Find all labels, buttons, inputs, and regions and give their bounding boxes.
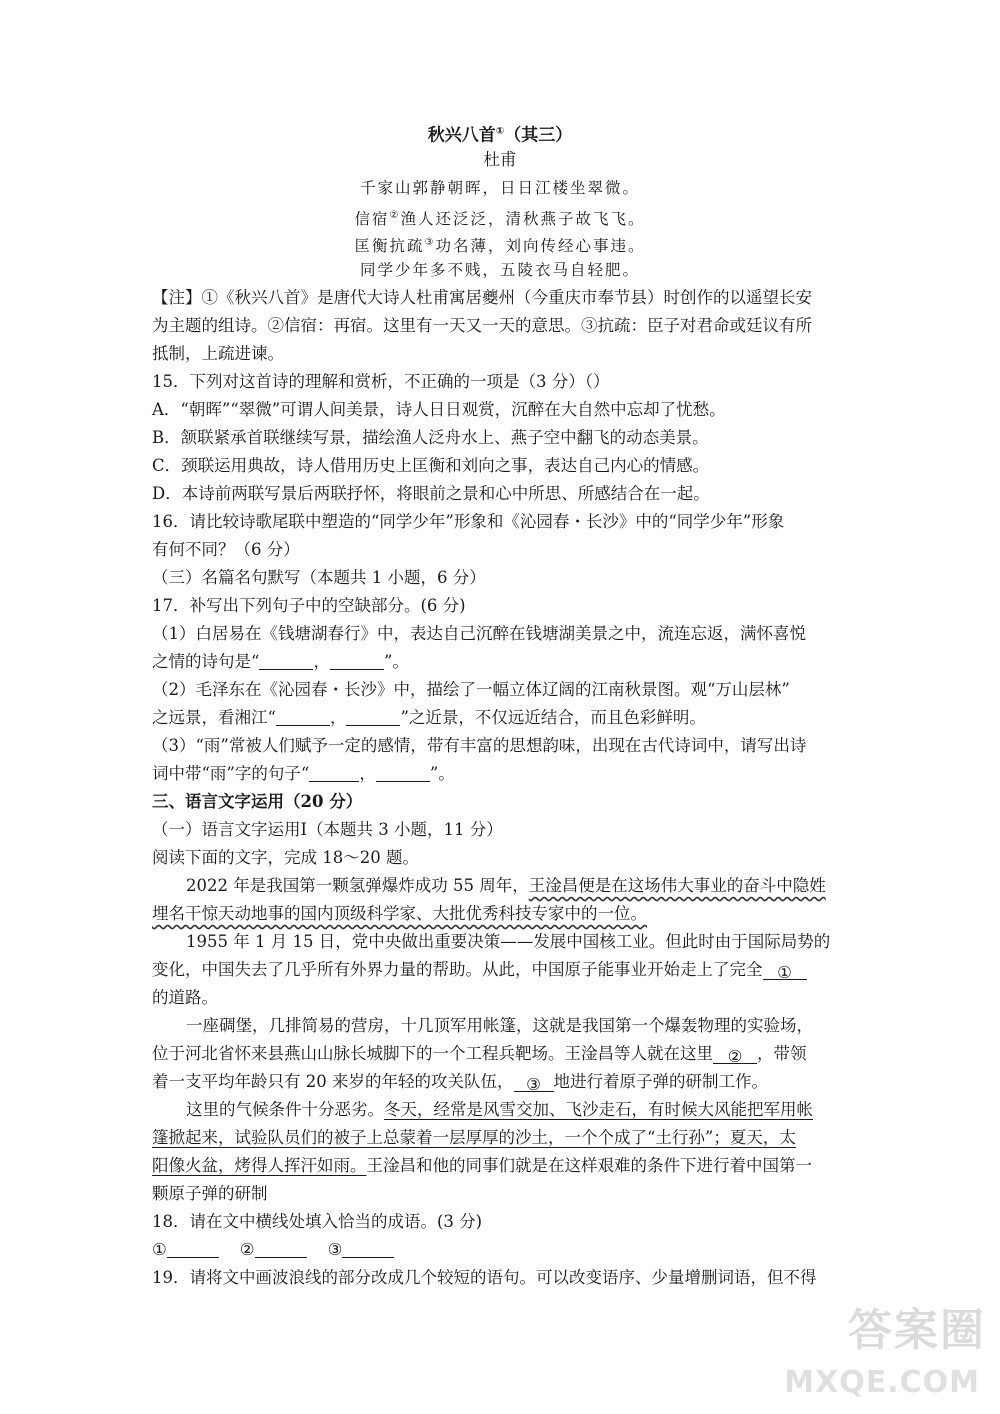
passage-blank-2[interactable] — [713, 1045, 757, 1064]
answer-blank[interactable] — [167, 1239, 219, 1258]
q17-part2-line2 — [152, 706, 706, 730]
poem-line-2-note: ② — [389, 210, 401, 221]
passage-p2-a: 变化，中国失去了几乎所有外界力量的帮助。从此，中国原子能事业开始走上了完全 — [152, 960, 763, 979]
passage-blank-1[interactable] — [763, 961, 807, 980]
answer-blank[interactable] — [276, 707, 330, 726]
q17-part1-sep: ， — [313, 652, 330, 671]
watermark-logo — [786, 1294, 986, 1404]
passage-p3-a: 位于河北省怀来县燕山山脉长城脚下的一个工程兵靶场。王淦昌等人就在这里 — [152, 1044, 713, 1063]
q17-part3-prefix: 词中带“雨”字的句子“ — [152, 764, 310, 783]
passage-p4-line3 — [152, 1154, 812, 1178]
passage-p3-line1: 一座碉堡，几排简易的营房，十几顶军用帐篷，这就是我国第一个爆轰物理的实验场， — [186, 1016, 813, 1035]
q15-option-a: A．“朝晖”“翠微”可谓人间美景，诗人日日观赏，沉醉在大自然中忘却了忧愁。 — [152, 400, 726, 419]
q17-part1-line1: （1）白居易在《钱塘湖春行》中，表达自己沉醉在钱塘湖美景之中，流连忘返，满怀喜悦 — [152, 624, 806, 643]
poem-title-text: 秋兴八首 — [427, 125, 496, 146]
q16-line-1: 16．请比较诗歌尾联中塑造的“同学少年”形象和《沁园春・长沙》中的“同学少年”形象 — [152, 512, 785, 531]
wavy-underlined-text: 埋名干惊天动地事的国内顶级科学家、大批优秀科技专家中的一位。 — [152, 904, 647, 923]
q18-label-3: ③ — [327, 1240, 343, 1259]
poem-line-3-a: 匡衡抗疏 — [354, 237, 425, 256]
q17-part3-end: ”。 — [429, 764, 455, 783]
q15-option-b: B．颔联紧承首联继续写景，描绘渔人泛舟水上、燕子空中翻飞的动态美景。 — [152, 428, 709, 447]
passage-p4-a: 这里的气候条件十分恶劣。 — [186, 1100, 384, 1119]
part3-subheading: （一）语言文字运用Ⅰ（本题共 3 小题，11 分） — [152, 820, 503, 839]
blank-number: ② — [727, 1047, 743, 1066]
q18-label-2: ② — [239, 1240, 255, 1259]
part3-instruction: 阅读下面的文字，完成 18～20 题。 — [152, 848, 419, 867]
passage-p2-line3: 的道路。 — [152, 988, 218, 1007]
poem-line-3-note: ③ — [424, 237, 436, 248]
passage-p3-d: 地进行着原子弹的研制工作。 — [553, 1072, 768, 1091]
section-dictation-heading: （三）名篇名句默写（本题共 1 小题，6 分） — [152, 568, 486, 587]
poem-line-4: 同学少年多不贱，五陵衣马自轻肥。 — [359, 261, 640, 279]
q18-label-1: ① — [152, 1240, 167, 1259]
passage-p4-b: 王淦昌和他的同事们就是在这样艰难的条件下进行着中国第一 — [366, 1156, 812, 1175]
answer-blank[interactable] — [376, 763, 430, 782]
passage-p3-line3 — [152, 1070, 768, 1094]
q17-part2-suffix: ”之近景，不仅远近结合，而且色彩鲜明。 — [400, 708, 706, 727]
poem-author: 杜甫 — [483, 150, 517, 169]
answer-blank[interactable] — [346, 707, 400, 726]
q15-option-d: D．本诗前两联写景后两联抒怀，将眼前之景和心中所思、所感结合在一起。 — [152, 484, 710, 503]
q17-part2-prefix: 之远景，看湘江“ — [152, 708, 276, 727]
q15-stem: 15．下列对这首诗的理解和赏析，不正确的一项是（3 分）（） — [152, 372, 610, 391]
blank-number: ③ — [526, 1075, 541, 1094]
q17-part3-sep: ， — [359, 764, 376, 783]
passage-p1-line1 — [186, 874, 826, 898]
wavy-underlined-text: 王淦昌便是在这场伟大事业的奋斗中隐姓 — [528, 876, 826, 895]
blank-number: ① — [777, 963, 792, 982]
note-line-1: 【注】①《秋兴八首》是唐代大诗人杜甫寓居夔州（今重庆市奉节县）时创作的以遥望长安 — [152, 288, 812, 307]
passage-p2-line1: 1955 年 1 月 15 日，党中央做出重要决策——发展中国核工业。但此时由于国际局势的 — [186, 932, 831, 951]
watermark-text: 答案圈 — [848, 1305, 986, 1356]
q17-part3-line1: （3）“雨”常被人们赋予一定的感情，带有丰富的思想韵味，出现在古代诗词中，请写出诗 — [152, 736, 807, 755]
q18-stem: 18．请在文中横线处填入恰当的成语。(3 分) — [152, 1212, 483, 1231]
passage-p4-line2 — [152, 1126, 796, 1150]
part3-heading: 三、语言文字运用（20 分） — [152, 792, 363, 811]
passage-p1-line2 — [152, 902, 647, 926]
passage-p2-line2 — [152, 958, 807, 982]
poem-title-suffix: （其三） — [504, 125, 573, 146]
answer-blank[interactable] — [330, 651, 384, 670]
poem-title — [0, 120, 1000, 148]
passage-p4-line1 — [186, 1098, 813, 1122]
passage-p3-c: 着一支平均年龄只有 20 来岁的年轻的攻关队伍， — [152, 1072, 514, 1091]
poem-line-3 — [0, 231, 1000, 258]
q19-line-1: 19．请将文中画波浪线的部分改成几个较短的语句。可以改变语序、少量增删词语，但不得 — [152, 1268, 817, 1287]
passage-p4-line4: 颗原子弹的研制 — [152, 1184, 268, 1203]
q17-part2-line1: （2）毛泽东在《沁园春・长沙》中，描绘了一幅立体辽阔的江南秋景图。观“万山层林” — [152, 680, 790, 699]
passage-p1-a: 2022 年是我国第一颗氢弹爆炸成功 55 周年， — [186, 876, 529, 895]
answer-blank[interactable] — [342, 1239, 394, 1258]
underlined-text: 阳像火盆，烤得人挥汗如雨。 — [152, 1156, 367, 1175]
poem-line-2-b: 渔人还泛泛，清秋燕子故飞飞。 — [400, 210, 646, 229]
answer-blank[interactable] — [259, 651, 313, 670]
q17-part1-line2 — [152, 650, 409, 674]
q17-stem: 17．补写出下列句子中的空缺部分。(6 分) — [152, 596, 466, 615]
watermark-url: MXQE.COM — [784, 1365, 980, 1400]
passage-blank-3[interactable] — [514, 1073, 554, 1092]
poem-title-note: ① — [495, 126, 505, 137]
q17-part1-prefix: 之情的诗句是“ — [152, 652, 260, 671]
q18-answers — [152, 1238, 394, 1262]
answer-blank[interactable] — [309, 763, 359, 782]
poem-line-2-a: 信宿 — [354, 210, 390, 229]
note-line-2: 为主题的组诗。②信宿：再宿。这里有一天又一天的意思。③抗疏：臣子对君命或廷议有所 — [152, 316, 812, 335]
q17-part3-line2 — [152, 762, 455, 786]
underlined-text: 冬天，经常是风雪交加、飞沙走石，有时候大风能把军用帐 — [384, 1100, 813, 1119]
poem-line-3-b: 功名薄，刘向传经心事违。 — [435, 237, 646, 256]
poem-line-1: 千家山郭静朝晖，日日江楼坐翠微。 — [359, 179, 640, 197]
underlined-text: 篷掀起来，试验队员们的被子上总蒙着一层厚厚的沙土，一个个成了“土行孙”；夏天，太 — [152, 1128, 796, 1147]
q17-part2-sep: ， — [329, 708, 347, 727]
note-line-3: 抵制，上疏进谏。 — [152, 344, 284, 363]
passage-p3-b: ，带领 — [757, 1044, 807, 1063]
q17-part1-end: ”。 — [383, 652, 409, 671]
passage-p3-line2 — [152, 1042, 807, 1066]
answer-blank[interactable] — [255, 1239, 307, 1258]
q16-line-2: 有何不同？（6 分） — [152, 540, 300, 559]
q15-option-c: C．颈联运用典故，诗人借用历史上匡衡和刘向之事，表达自己内心的情感。 — [152, 456, 710, 475]
poem-line-2 — [0, 204, 1000, 231]
